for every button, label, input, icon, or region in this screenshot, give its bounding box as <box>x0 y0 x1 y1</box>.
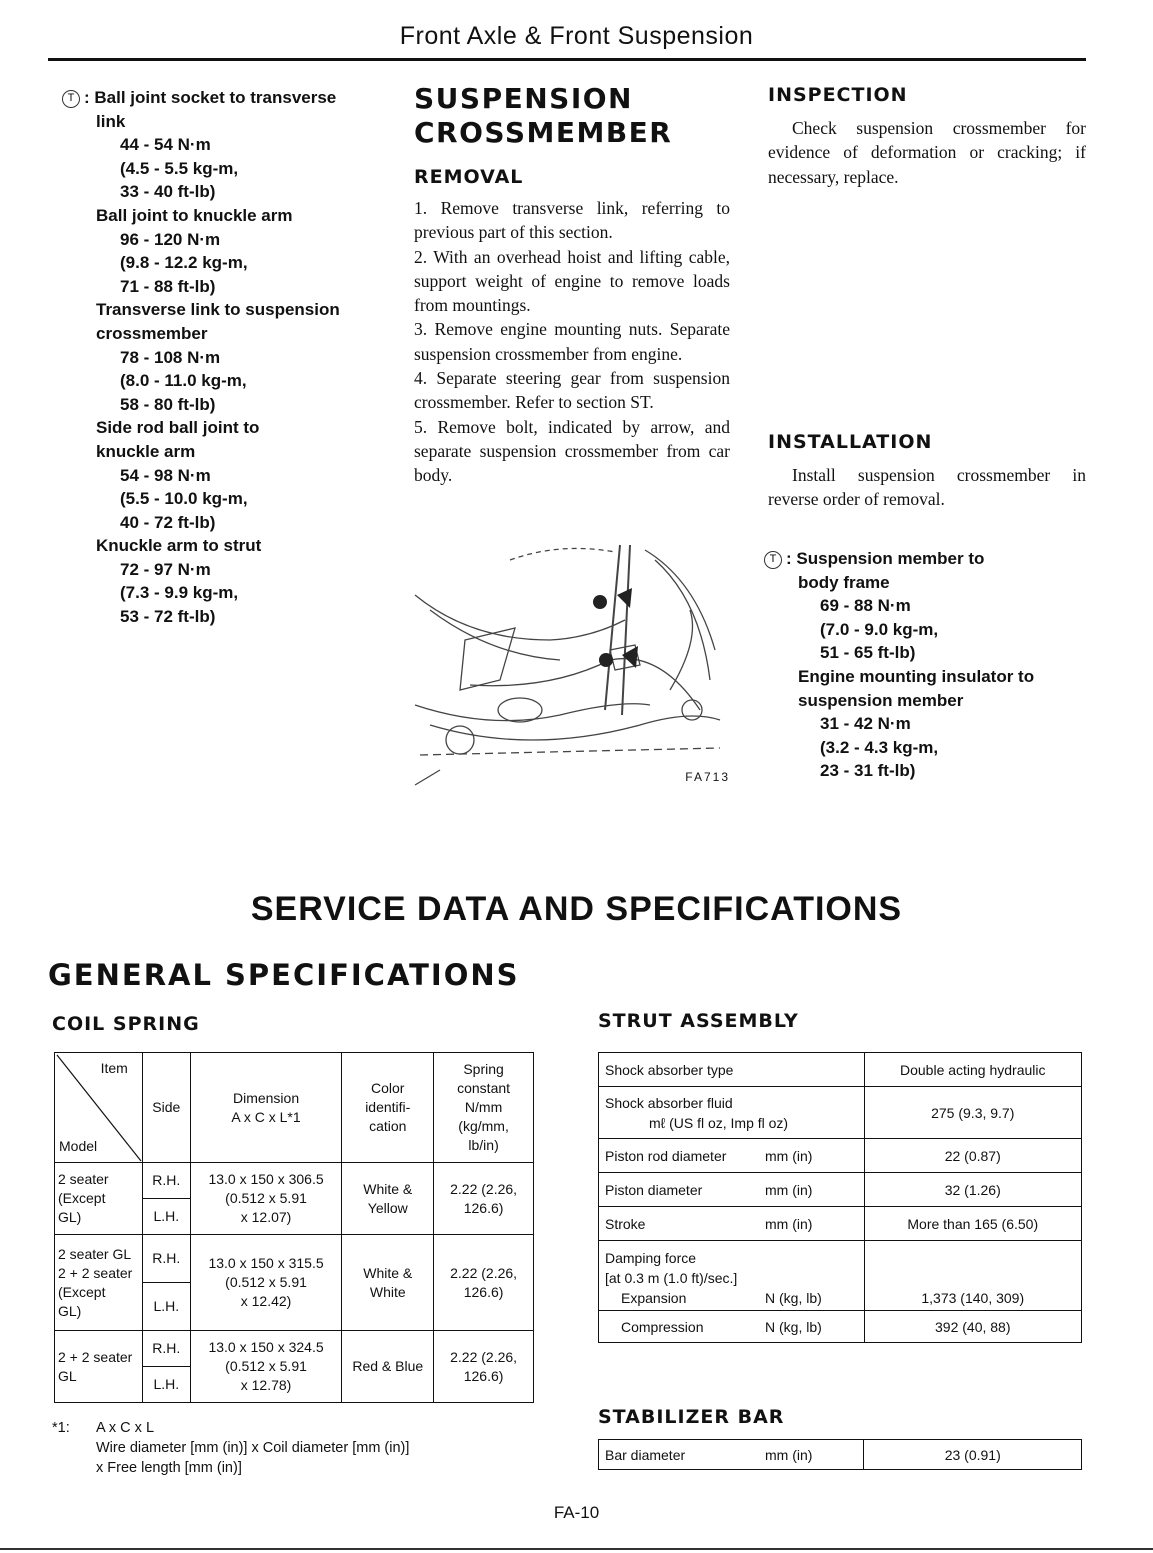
installation-torque-list <box>764 547 1084 783</box>
torque-line <box>62 204 362 228</box>
expansion-unit: N (kg, lb) <box>765 1289 822 1306</box>
installation-text: Install suspension crossmember in reverse order of removal. <box>768 465 1086 510</box>
footnote-line2: Wire diameter [mm (in)] x Coil diameter [mm (in)] <box>96 1440 410 1456</box>
page-header-title: Front Axle & Front Suspension <box>399 22 754 50</box>
side-cell: R.H. <box>142 1235 190 1283</box>
spring-constant-cell: 2.22 (2.26, 126.6) <box>434 1331 534 1403</box>
dimension-cell: 13.0 x 150 x 306.5 (0.512 x 5.91 x 12.07) <box>190 1163 342 1235</box>
torque-line <box>62 369 362 393</box>
compression-unit: N (kg, lb) <box>765 1318 822 1335</box>
expansion-row <box>605 1288 858 1308</box>
torque-text: (3.2 - 4.3 kg-m, <box>820 737 939 757</box>
torque-line <box>764 665 1084 689</box>
torque-line <box>764 689 1084 713</box>
general-specs-title: GENERAL SPECIFICATIONS <box>48 958 520 992</box>
torque-line <box>62 558 362 582</box>
torque-line <box>764 571 1084 595</box>
inspection-section <box>768 84 1086 189</box>
torque-line <box>764 641 1084 665</box>
dimension-cell: 13.0 x 150 x 324.5 (0.512 x 5.91 x 12.78) <box>190 1331 342 1403</box>
page-number: FA-10 <box>553 1503 600 1522</box>
bar-diameter-value: 23 (0.91) <box>864 1440 1082 1470</box>
torque-text: (7.3 - 9.9 kg-m, <box>120 583 239 603</box>
bar-diameter-label-cell <box>599 1440 864 1470</box>
coil-spring-table <box>54 1052 534 1403</box>
torque-line <box>62 464 362 488</box>
torque-line <box>62 487 362 511</box>
expansion-label: Expansion <box>621 1289 687 1306</box>
spring-header: Spring constant N/mm (kg/mm, lb/in) <box>434 1053 534 1163</box>
strut-unit: mm (in) <box>765 1147 813 1164</box>
torque-line <box>62 86 362 110</box>
torque-text: Transverse link to suspension <box>96 300 340 320</box>
header-rule <box>48 58 1086 61</box>
torque-colon: : <box>786 549 797 568</box>
torque-text: 72 - 97 N·m <box>120 559 211 579</box>
crossmember-section <box>414 82 730 488</box>
color-cell: Red & Blue <box>342 1331 434 1403</box>
torque-line <box>62 416 362 440</box>
strut-assembly-table <box>598 1052 1082 1343</box>
torque-text: body frame <box>798 572 890 592</box>
torque-text: Knuckle arm to strut <box>96 536 262 556</box>
torque-line <box>62 440 362 464</box>
side-cell: L.H. <box>142 1283 190 1331</box>
torque-spec-list <box>62 86 362 629</box>
damping-condition: [at 0.3 m (1.0 ft)/sec.] <box>605 1269 738 1286</box>
removal-step: 4. Separate steering gear from suspension crossmember. Refer to section ST. <box>414 368 730 413</box>
stabilizer-bar-table <box>598 1439 1082 1470</box>
torque-text: link <box>96 111 126 131</box>
side-header: Side <box>142 1053 190 1163</box>
torque-text: Ball joint socket to transverse <box>94 88 337 107</box>
strut-label: Stroke <box>605 1215 646 1232</box>
damping-label: Damping force <box>605 1249 697 1266</box>
torque-line <box>62 157 362 181</box>
torque-text: 69 - 88 N·m <box>820 596 911 616</box>
coil-spring-rows <box>55 1163 534 1403</box>
torque-line <box>764 712 1084 736</box>
footnote-mark: *1: <box>52 1420 70 1436</box>
removal-step: 2. With an overhead hoist and lifting cable, support weight of engine to remove loads from mountings. <box>414 246 730 316</box>
inspection-heading: INSPECTION <box>768 84 908 106</box>
torque-text: (4.5 - 5.5 kg-m, <box>120 158 239 178</box>
compression-label-cell <box>599 1311 865 1343</box>
torque-line <box>62 298 362 322</box>
torque-line <box>764 736 1084 760</box>
table-row <box>599 1311 1082 1343</box>
torque-text: 40 - 72 ft-lb) <box>120 512 216 532</box>
removal-steps <box>414 196 730 488</box>
bottom-rule <box>0 1548 1153 1550</box>
removal-step: 3. Remove engine mounting nuts. Separate suspension crossmember from engine. <box>414 319 730 364</box>
expansion-value: 1,373 (140, 309) <box>864 1241 1082 1311</box>
table-row <box>599 1087 1082 1139</box>
coil-spring-table-wrap <box>54 1052 534 1403</box>
torque-line <box>764 594 1084 618</box>
strut-label-cell <box>599 1139 865 1173</box>
crossmember-drawing <box>410 540 730 790</box>
torque-text: 71 - 88 ft-lb) <box>120 276 216 296</box>
torque-line <box>62 180 362 204</box>
bar-diameter-unit: mm (in) <box>765 1446 813 1463</box>
torque-text: 23 - 31 ft-lb) <box>820 761 916 781</box>
removal-step: 1. Remove transverse link, referring to previous part of this section. <box>414 198 730 243</box>
strut-value: 22 (0.87) <box>864 1139 1082 1173</box>
spring-constant-cell: 2.22 (2.26, 126.6) <box>434 1163 534 1235</box>
service-data-title: SERVICE DATA AND SPECIFICATIONS <box>250 890 903 928</box>
torque-line <box>62 581 362 605</box>
color-cell: White & White <box>342 1235 434 1331</box>
torque-line <box>62 133 362 157</box>
section-title-line2: CROSSMEMBER <box>414 116 673 149</box>
torque-line <box>764 618 1084 642</box>
torque-text: 96 - 120 N·m <box>120 229 221 249</box>
item-header-label: Item <box>100 1060 128 1076</box>
spring-constant-cell: 2.22 (2.26, 126.6) <box>434 1235 534 1331</box>
strut-unit: mm (in) <box>765 1215 813 1232</box>
tightening-torque-icon: T <box>764 551 782 569</box>
tightening-torque-icon: T <box>62 90 80 108</box>
strut-table-wrap <box>598 1052 1082 1343</box>
torque-text: (9.8 - 12.2 kg-m, <box>120 253 248 273</box>
model-cell: 2 seater GL 2 + 2 seater (Except GL) <box>55 1235 143 1331</box>
side-cell: L.H. <box>142 1199 190 1235</box>
torque-text: 31 - 42 N·m <box>820 714 911 734</box>
torque-text: knuckle arm <box>96 441 196 461</box>
torque-text: (5.5 - 10.0 kg-m, <box>120 489 248 509</box>
torque-text: crossmember <box>96 323 208 343</box>
torque-text: 53 - 72 ft-lb) <box>120 607 216 627</box>
table-row <box>599 1241 1082 1311</box>
footnote-line1: A x C x L <box>96 1420 155 1436</box>
torque-line <box>62 511 362 535</box>
torque-line <box>62 322 362 346</box>
torque-text: Ball joint to knuckle arm <box>96 205 293 225</box>
model-cell: 2 seater (Except GL) <box>55 1163 143 1235</box>
torque-text: Suspension member to <box>796 549 985 568</box>
model-header-label: Model <box>59 1138 98 1154</box>
torque-text: Engine mounting insulator to <box>798 666 1035 686</box>
torque-text: Side rod ball joint to <box>96 418 260 438</box>
model-cell: 2 + 2 seater GL <box>55 1331 143 1403</box>
strut-rows <box>599 1053 1082 1343</box>
table-row <box>55 1163 534 1199</box>
torque-text: 54 - 98 N·m <box>120 465 211 485</box>
torque-colon: : <box>84 88 95 107</box>
torque-line <box>62 228 362 252</box>
coil-spring-heading: COIL SPRING <box>52 1013 200 1035</box>
stabilizer-bar-heading: STABILIZER BAR <box>598 1406 785 1428</box>
color-header: Color identifi- cation <box>342 1053 434 1163</box>
removal-step: 5. Remove bolt, indicated by arrow, and separate suspension crossmember from car body. <box>414 416 730 486</box>
item-model-header-cell <box>55 1053 143 1163</box>
torque-text: suspension member <box>798 690 964 710</box>
strut-value: 275 (9.3, 9.7) <box>864 1087 1082 1139</box>
torque-text: (7.0 - 9.0 kg-m, <box>820 619 939 639</box>
strut-label: Piston rod diameter <box>605 1147 727 1164</box>
compression-label: Compression <box>621 1318 704 1335</box>
dimension-cell: 13.0 x 150 x 315.5 (0.512 x 5.91 x 12.42) <box>190 1235 342 1331</box>
figure-code: FA713 <box>685 770 730 784</box>
strut-label-cell <box>599 1173 865 1207</box>
crossmember-illustration <box>410 540 730 790</box>
removal-heading: REMOVAL <box>414 166 524 188</box>
stabilizer-table-wrap <box>598 1439 1082 1470</box>
table-row <box>599 1173 1082 1207</box>
torque-text: 78 - 108 N·m <box>120 347 221 367</box>
strut-value: 32 (1.26) <box>864 1173 1082 1207</box>
strut-label-cell <box>599 1207 865 1241</box>
strut-sublabel: mℓ (US fl oz, Imp fl oz) <box>649 1114 789 1131</box>
table-row <box>599 1053 1082 1087</box>
torque-text: 58 - 80 ft-lb) <box>120 394 216 414</box>
torque-text: 33 - 40 ft-lb) <box>120 182 216 202</box>
torque-line <box>62 534 362 558</box>
strut-assembly-heading: STRUT ASSEMBLY <box>598 1010 799 1032</box>
strut-label: Piston diameter <box>605 1181 703 1198</box>
torque-line <box>62 605 362 629</box>
section-title-line1: SUSPENSION <box>414 82 633 115</box>
table-row <box>55 1331 534 1367</box>
strut-value: Double acting hydraulic <box>864 1053 1082 1087</box>
table-row <box>599 1139 1082 1173</box>
coil-footnote <box>52 1418 522 1478</box>
torque-line <box>62 110 362 134</box>
strut-label-cell <box>599 1087 865 1139</box>
dimension-header: Dimension A x C x L*1 <box>190 1053 342 1163</box>
table-row <box>55 1235 534 1283</box>
bar-diameter-label: Bar diameter <box>605 1446 686 1463</box>
table-row <box>599 1207 1082 1241</box>
color-cell: White & Yellow <box>342 1163 434 1235</box>
torque-line <box>62 251 362 275</box>
side-cell: L.H. <box>142 1367 190 1403</box>
damping-label-cell <box>599 1241 865 1311</box>
installation-section <box>768 431 1086 512</box>
torque-text: 44 - 54 N·m <box>120 135 211 155</box>
strut-unit: mm (in) <box>765 1181 813 1198</box>
footnote-line3: x Free length [mm (in)] <box>96 1460 242 1476</box>
inspection-text: Check suspension crossmember for evidence of deformation or cracking; if necessary, replace. <box>768 118 1086 187</box>
compression-value: 392 (40, 88) <box>864 1311 1082 1343</box>
torque-text: (8.0 - 11.0 kg-m, <box>120 371 247 391</box>
torque-line <box>62 346 362 370</box>
torque-line <box>62 275 362 299</box>
torque-line <box>764 547 1084 571</box>
installation-heading: INSTALLATION <box>768 431 933 453</box>
strut-label: Shock absorber type <box>605 1061 734 1078</box>
torque-line <box>764 759 1084 783</box>
torque-line <box>62 393 362 417</box>
strut-label: Shock absorber fluid <box>605 1094 733 1111</box>
strut-value: More than 165 (6.50) <box>864 1207 1082 1241</box>
side-cell: R.H. <box>142 1163 190 1199</box>
side-cell: R.H. <box>142 1331 190 1367</box>
strut-label-cell <box>599 1053 865 1087</box>
torque-text: 51 - 65 ft-lb) <box>820 643 916 663</box>
